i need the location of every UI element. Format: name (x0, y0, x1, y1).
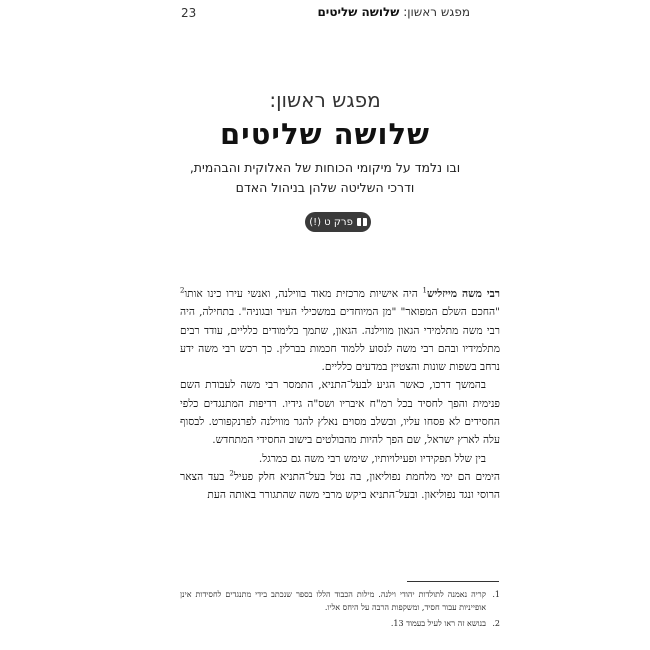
footnotes (180, 588, 500, 633)
paragraph-1-text-cont: "החכם השלם המפואר" "מן המיוחדים במשכילי העיר ובגוניה". בתחילה, היה רבי משה מתלמידי הגאון מווילנה. הגאון, שתמך בלימודים כלליים, עודד רבים מתלמידיו ובהם רבי משה לנסוע ללמוד חכמות בברלין. כך רכש רבי משה ידע נרחב בשפות שונות והצטיין במדעים כלליים. (180, 306, 500, 374)
footnote-number: 1. (492, 590, 500, 599)
paragraph-4-text: הימים הם ימי מלחמת נפוליאון, בה נטל בעל־התניא חלק פעיל (233, 470, 501, 483)
chapter-title: שלושה שליטים (219, 117, 430, 151)
person-name: רבי משה מייזליש (426, 288, 500, 300)
paragraph-4 (180, 468, 500, 505)
paragraph-3: בין שלל תפקידיו ופעילויותיו, שימש רבי משה גם כמרגל. (258, 452, 486, 465)
body-text (180, 285, 500, 505)
footnote-1 (180, 588, 500, 614)
book-icon (357, 218, 367, 226)
running-header-prefix: מפגש ראשון: (403, 5, 470, 19)
footnote-ref[interactable]: 1 (422, 286, 427, 295)
footnote-text: קריה נאמנה לתולדות יהודי וילנה. מילות הכבוד הללו בספר שנכתב בידי מתנגדים לחסידות אינן אופייניות עבור חסיד, ומשקפות הרבה על היחס אליו. (180, 590, 486, 612)
paragraph-4-text-cont: בעד הצאר הרוסי ונגד נפוליאון. ובעל־התניא ביקש מרבי משה שהתגורר באותה העת (180, 470, 500, 502)
chapter-label: מפגש ראשון: (269, 88, 381, 112)
footnote-ref[interactable]: 2 (180, 286, 185, 295)
page-number: 23 (181, 6, 197, 20)
running-header (317, 5, 470, 19)
footnote-divider (407, 581, 499, 582)
paragraph-1-text: היה אישיות מרכזית מאוד בווילנה, ואנשי עירו כינו אותו (184, 288, 423, 300)
running-header-title: שלושה שליטים (317, 5, 400, 19)
paragraph-2: בהמשך דרכו, כאשר הגיע לבעל־התניא, התמסר רבי משה לעבודת השם פנימית והפך לחסיד בכל רמ"ח איבריו ושס"ה גידיו. רדיפות המתנגדים כלפי החסידים לא פסחו עליו, ובשלב מסוים נאלץ להגר מווילנה לפרנקפורט. לבסוף עלה לארץ ישראל, שם הפך להיות מהבולטים בישוב החסידי המתחדש. (180, 379, 500, 447)
chapter-reference-label: פרק ט (!) (309, 216, 353, 228)
footnote-text: בנושא זה ראו לעיל בעמוד 13. (390, 619, 486, 628)
chapter-subtitle-line-1: ובו נלמד על מיקומי הכוחות של האלוקית והבהמית, (189, 160, 461, 175)
footnote-ref[interactable]: 2 (229, 469, 234, 478)
footnote-number: 2. (492, 619, 500, 628)
chapter-subtitle-line-2: ודרכי השליטה שלהן בניהול האדם (235, 180, 415, 195)
paragraph-1 (180, 285, 500, 376)
footnote-2 (180, 617, 500, 630)
chapter-reference-button[interactable] (305, 212, 371, 232)
